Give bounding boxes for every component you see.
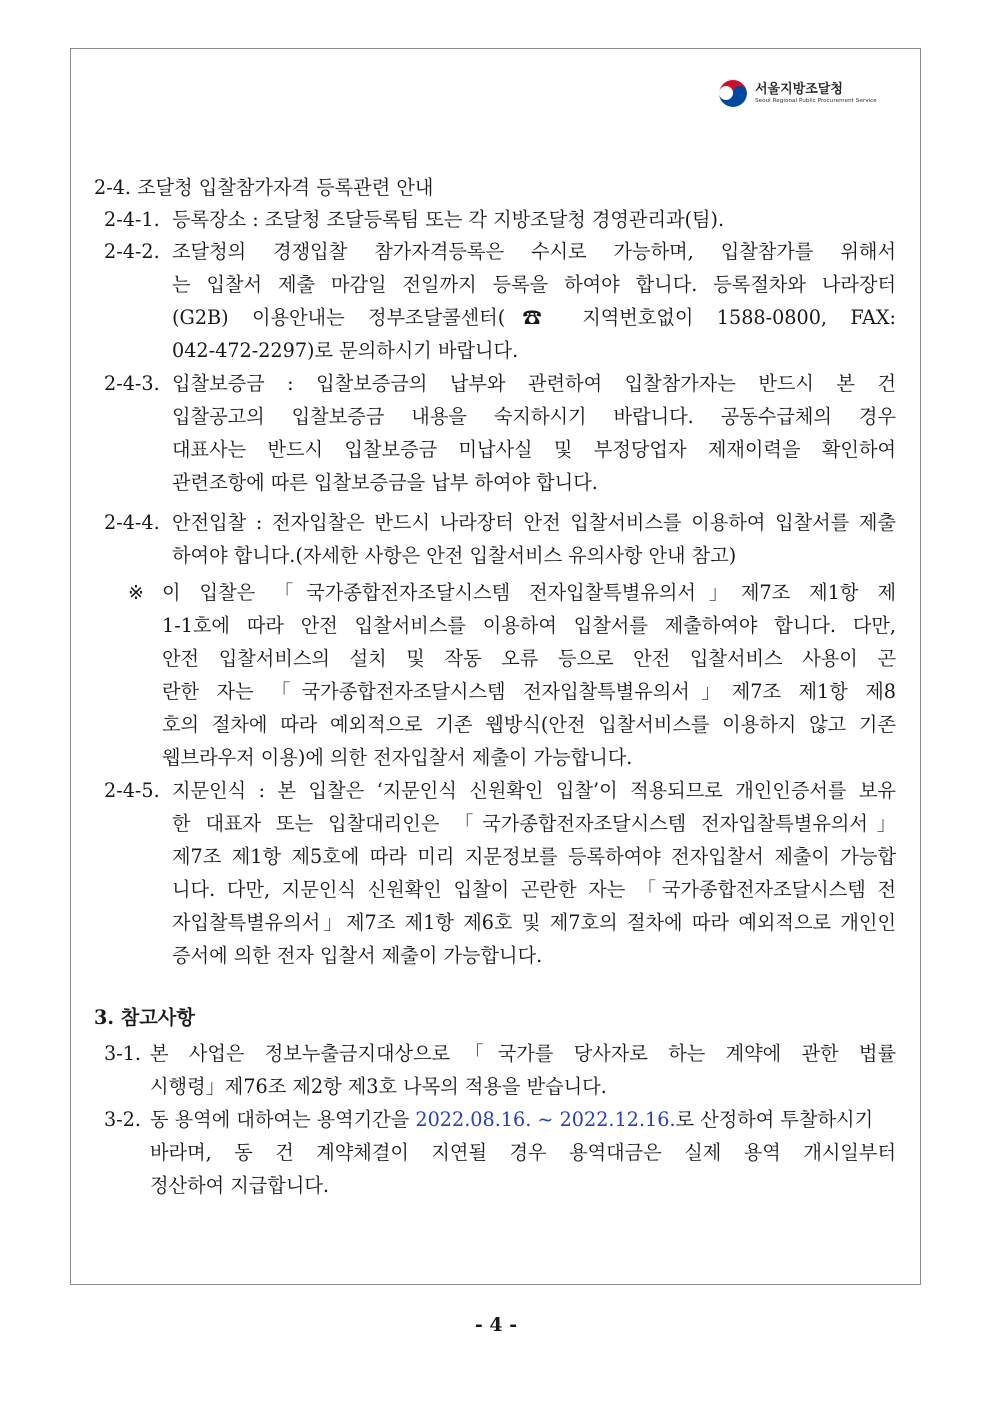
note-line: 안전 입찰서비스의 설치 및 작동 오류 등으로 안전 입찰서비스 사용이 곤: [162, 647, 896, 670]
note-line: 1-1호에 따라 안전 입찰서비스를 이용하여 입찰서를 제출하여야 합니다. 다만,: [162, 614, 896, 637]
item-2-4-4-line: 안전입찰 : 전자입찰은 반드시 나라장터 안전 입찰서비스를 이용하여 입찰서를 제출: [172, 511, 896, 534]
item-2-4-5-line: 자입찰특별유의서」제7조 제1항 제6호 및 제7호의 절차에 따라 예외적으로 개인인: [172, 911, 896, 934]
item-2-4-5-line: 니다. 다만, 지문인식 신원확인 입찰이 곤란한 자는 「국가종합전자조달시스템 전: [172, 878, 896, 901]
item-2-4-4-line: 하여야 합니다.(자세한 사항은 안전 입찰서비스 유의사항 안내 참고): [172, 544, 737, 567]
item-3-1-line: 본 사업은 정보누출금지대상으로「국가를 당사자로 하는 계약에 관한 법률: [150, 1042, 896, 1065]
note-line: 이 입찰은 「국가종합전자조달시스템 전자입찰특별유의서」제7조 제1항 제: [162, 581, 896, 604]
note-line: 란한 자는 「국가종합전자조달시스템 전자입찰특별유의서」제7조 제1항 제8: [162, 680, 896, 703]
item-3-2-text-a: 동 용역에 대하여는 용역기간을: [150, 1108, 416, 1131]
item-3-2-number: 3-2.: [104, 1108, 141, 1131]
section-2-4-title: 2-4. 조달청 입찰참가자격 등록관련 안내: [94, 176, 434, 199]
item-3-2-text-c: 로 산정하여 투찰하시기: [675, 1108, 874, 1131]
item-2-4-4-number: 2-4-4.: [104, 511, 160, 534]
note-line: 호의 절차에 따라 예외적으로 기존 웹방식(안전 입찰서비스를 이용하지 않고 기존: [162, 713, 896, 736]
taegeuk-emblem-icon: [717, 78, 749, 110]
org-name-en: Seoul Regional Public Procurement Service: [755, 98, 877, 105]
item-2-4-2-line: 042-472-2297)로 문의하시기 바랍니다.: [172, 339, 519, 362]
item-2-4-1-number: 2-4-1.: [104, 208, 160, 231]
item-2-4-3-line: 대표사는 반드시 입찰보증금 미납사실 및 부정당업자 제재이력을 확인하여: [172, 438, 896, 461]
service-period: 2022.08.16. ~ 2022.12.16.: [415, 1108, 676, 1131]
item-2-4-3-line: 입찰보증금 : 입찰보증금의 납부와 관련하여 입찰참가자는 반드시 본 건: [172, 372, 896, 395]
item-2-4-2-line: (G2B) 이용안내는 정부조달콜센터(☎ 지역번호없이 1588-0800, FAX:: [172, 306, 896, 329]
item-2-4-5-line: 한 대표자 또는 입찰대리인은 「국가종합전자조달시스템 전자입찰특별유의서」: [172, 812, 896, 835]
item-2-4-2-line: 는 입찰서 제출 마감일 전일까지 등록을 하여야 합니다. 등록절차와 나라장터: [172, 273, 896, 296]
item-2-4-5-line: 제7조 제1항 제5호에 따라 미리 지문정보를 등록하여야 전자입찰서 제출이 가능합: [172, 845, 896, 868]
item-3-1-line: 시행령」제76조 제2항 제3호 나목의 적용을 받습니다.: [150, 1075, 607, 1098]
item-2-4-2-line: 조달청의 경쟁입찰 참가자격등록은 수시로 가능하며, 입찰참가를 위해서: [172, 240, 896, 263]
page-number: - 4 -: [474, 1314, 518, 1336]
org-logo: [717, 78, 877, 110]
item-2-4-1-text: 등록장소 : 조달청 조달등록팀 또는 각 지방조달청 경영관리과(팀).: [172, 208, 725, 231]
org-name-ko: 서울지방조달청: [755, 82, 843, 98]
item-2-4-2-number: 2-4-2.: [104, 240, 160, 263]
item-3-2-line: 바라며, 동 건 계약체결이 지연될 경우 용역대금은 실제 용역 개시일부터: [150, 1141, 896, 1164]
item-2-4-5-line: 증서에 의한 전자 입찰서 제출이 가능합니다.: [172, 944, 543, 967]
item-3-2-line: 정산하여 지급합니다.: [150, 1174, 330, 1197]
item-2-4-5-number: 2-4-5.: [104, 779, 160, 802]
item-2-4-3-line: 입찰공고의 입찰보증금 내용을 숙지하시기 바랍니다. 공동수급체의 경우: [172, 405, 896, 428]
item-3-1-number: 3-1.: [104, 1042, 141, 1065]
item-3-2-line: [150, 1106, 873, 1134]
note-mark: ※: [128, 581, 145, 604]
item-2-4-3-number: 2-4-3.: [104, 372, 160, 395]
note-line: 웹브라우저 이용)에 의한 전자입찰서 제출이 가능합니다.: [162, 746, 633, 769]
item-2-4-3-line: 관련조항에 따른 입찰보증금을 납부 하여야 합니다.: [172, 471, 598, 494]
item-2-4-5-line: 지문인식 : 본 입찰은 ‘지문인식 신원확인 입찰’이 적용되므로 개인인증서를 보유: [172, 779, 896, 802]
section-3-title: 3. 참고사항: [94, 1006, 195, 1029]
